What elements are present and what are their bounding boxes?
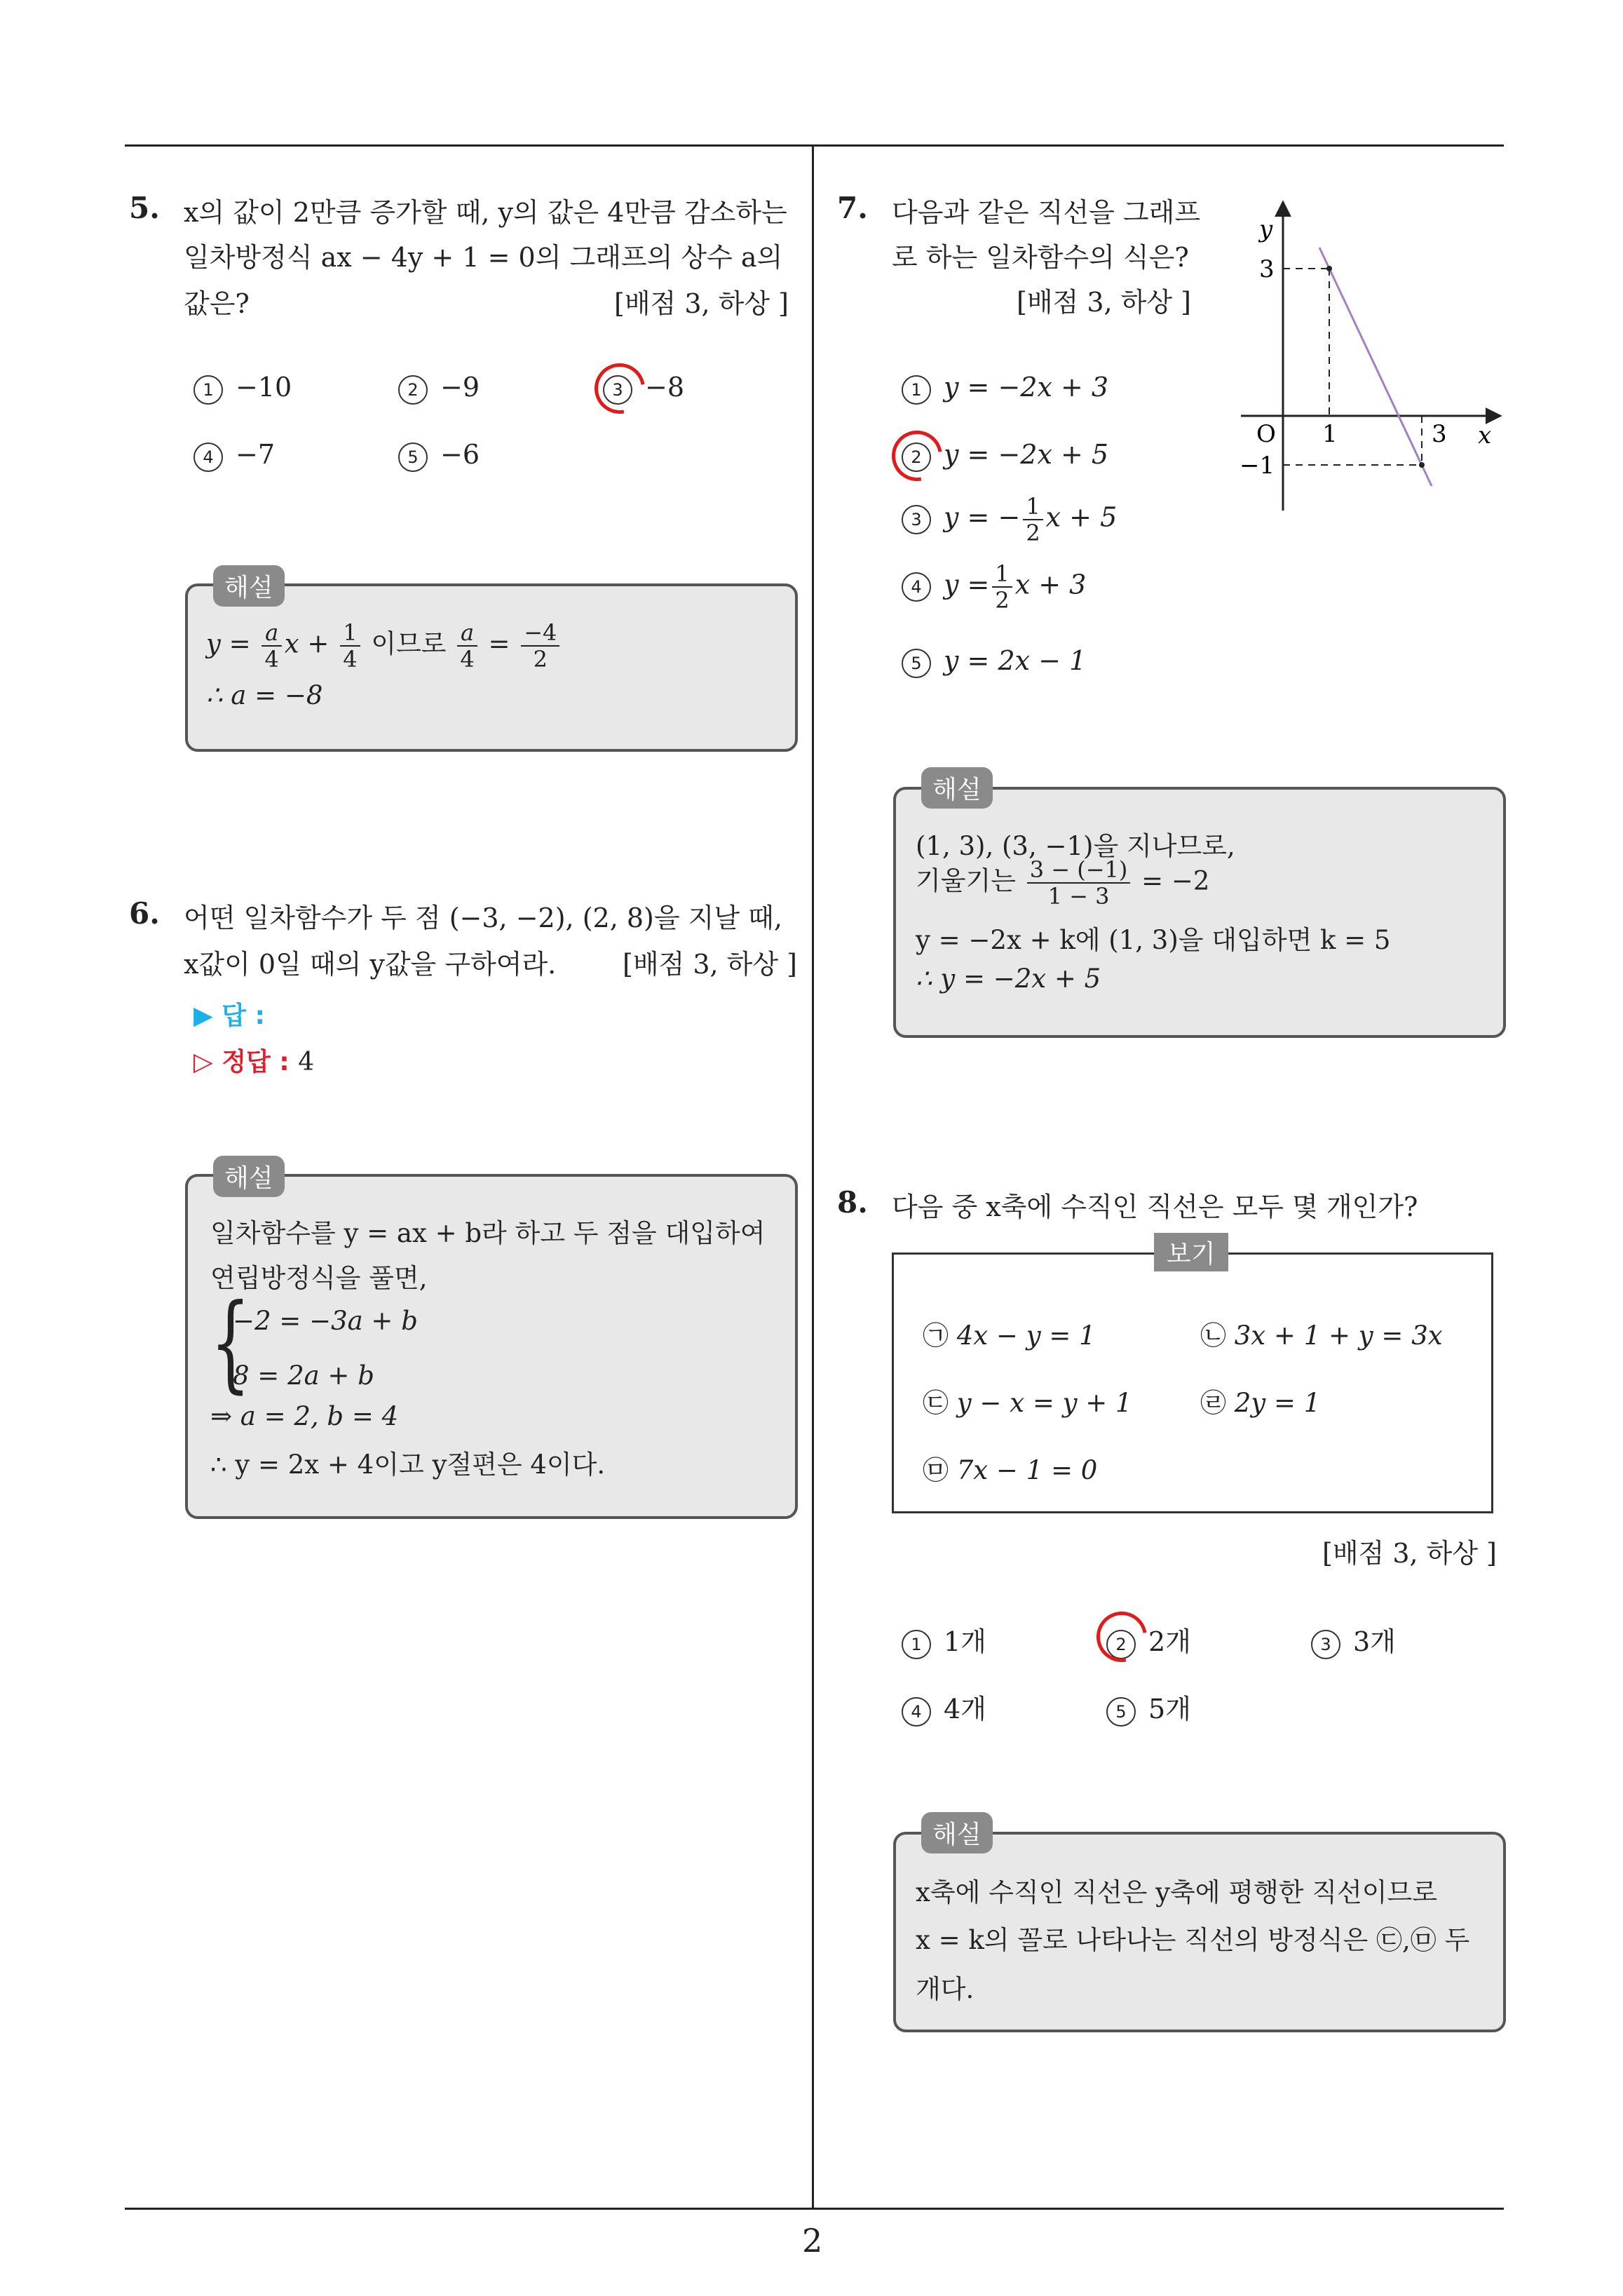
choice-text: y = −2x + 5 (944, 439, 1109, 470)
item-mark: ㉤ (923, 1455, 949, 1485)
tick-x-1: 1 (1322, 420, 1338, 448)
fraction (1023, 494, 1043, 546)
choice-text: 1개 (944, 1626, 986, 1657)
correct-label-text: ▷ 정답 : (193, 1048, 290, 1076)
q7-score: [배점 3, 하상 ] (1017, 287, 1191, 318)
q6-explain-line1: 일차함수를 y = ax + b라 하고 두 점을 대입하여 (210, 1218, 766, 1248)
item-mark: ㉢ (923, 1388, 949, 1418)
q8-bogi-item-5 (923, 1449, 1097, 1487)
choice-text-b: x + 5 (1045, 501, 1118, 533)
equals: = (488, 628, 510, 659)
q7-explain-line4: ∴ y = −2x + 5 (916, 964, 1101, 994)
q8-number: 8. (837, 1185, 868, 1220)
point-1-3 (1326, 266, 1332, 271)
q6-answer-label: ▶ 답 : (193, 1001, 265, 1030)
bottom-rule (125, 2208, 1504, 2210)
q6-explain-line5: ⇒ a = 2, b = 4 (210, 1401, 399, 1431)
q6-score: [배점 3, 하상 ] (623, 949, 797, 980)
denominator: 1 − 3 (1027, 882, 1131, 909)
item-text: 4x − y = 1 (956, 1321, 1096, 1351)
point-3-m1 (1419, 462, 1425, 468)
q5-explain-line1 (206, 620, 562, 672)
q8-line: 다음 중 x축에 수직인 직선은 모두 몇 개인가? (892, 1191, 1418, 1222)
q7-number: 7. (837, 191, 868, 225)
choice-number: 2 (1106, 1630, 1136, 1659)
q8-bogi-item-3 (923, 1382, 1132, 1419)
q7-explain-line2 (916, 857, 1209, 909)
q8-answer-mark (1087, 1602, 1157, 1672)
numerator: a (265, 619, 279, 646)
denominator: 2 (1023, 519, 1043, 546)
q5-line3: 값은? (184, 288, 250, 319)
fraction (521, 620, 559, 672)
numerator: 3 − (−1) (1029, 856, 1128, 883)
choice-text: −8 (645, 372, 685, 403)
expr: y = (206, 628, 251, 659)
q6-brace: { (210, 1282, 251, 1404)
q7-line2: 로 하는 일차함수의 식은? (892, 242, 1189, 273)
item-text: 7x − 1 = 0 (956, 1455, 1098, 1485)
item-mark: ㉣ (1200, 1388, 1226, 1418)
q8-bogi-tab: 보기 (1154, 1233, 1228, 1271)
q8-choice-3[interactable] (1311, 1620, 1396, 1659)
page-number: 2 (802, 2222, 823, 2260)
tick-y-3: 3 (1259, 255, 1275, 283)
fraction (1027, 857, 1131, 909)
denominator: 4 (457, 645, 477, 672)
q5-line1: x의 값이 2만큼 증가할 때, y의 값은 4만큼 감소하는 (184, 197, 787, 228)
q6-number: 6. (129, 896, 160, 931)
q7-explain-tab: 해설 (921, 767, 993, 809)
q5-line2: 일차방정식 ax − 4y + 1 = 0의 그래프의 상수 a의 (184, 242, 783, 273)
q8-explain-line2: x = k의 꼴로 나타나는 직선의 방정식은 ㉢,㉤ 두 (916, 1925, 1470, 1955)
numerator: 1 (343, 619, 358, 646)
q5-answer-mark (585, 353, 655, 424)
q8-score: [배점 3, 하상 ] (1322, 1538, 1497, 1569)
choice-number: 2 (902, 443, 931, 472)
denominator: 2 (521, 645, 559, 672)
choice-number: 1 (902, 1630, 931, 1659)
q8-bogi-item-2 (1200, 1314, 1443, 1352)
q5-choice-2[interactable] (398, 372, 480, 405)
function-line (1319, 248, 1432, 486)
item-mark: ㉠ (923, 1321, 949, 1351)
choice-number: 5 (1106, 1697, 1136, 1727)
y-axis-label: y (1259, 215, 1273, 243)
q5-score: [배점 3, 하상 ] (614, 288, 789, 319)
choice-number: 4 (902, 1697, 931, 1727)
q7-choice-3[interactable] (902, 494, 1117, 546)
numerator: a (460, 619, 475, 646)
denominator: 2 (992, 586, 1012, 613)
q8-explain-line1: x축에 수직인 직선은 y축에 평행한 직선이므로 (916, 1877, 1437, 1907)
q7-choice-1[interactable] (902, 372, 1108, 405)
numerator: −4 (524, 619, 557, 646)
q8-explain-line3: 개다. (916, 1974, 975, 2004)
denominator: 4 (340, 645, 360, 672)
choice-text-a: y = (944, 569, 990, 600)
expr: x + (284, 628, 330, 659)
column-divider (812, 144, 814, 2209)
item-text: y − x = y + 1 (956, 1388, 1132, 1418)
q8-explain-tab: 해설 (921, 1812, 993, 1853)
q6-line2: x값이 0일 때의 y값을 구하여라. (184, 949, 557, 980)
choice-text: 5개 (1148, 1694, 1191, 1724)
q7-answer-mark (882, 421, 952, 491)
q6-explain-eq1: −2 = −3a + b (233, 1306, 418, 1336)
q6-explain-eq2: 8 = 2a + b (233, 1360, 374, 1391)
q5-choice-5[interactable] (398, 439, 480, 472)
q7-choice-5[interactable] (902, 645, 1086, 678)
text: 이므로 (371, 628, 447, 659)
q7-line1: 다음과 같은 직선을 그래프 (892, 197, 1201, 228)
choice-text: −7 (236, 439, 276, 470)
numerator: 1 (995, 560, 1010, 587)
choice-number: 1 (902, 375, 931, 405)
choice-text: −10 (236, 372, 292, 403)
q5-choice-1[interactable] (193, 372, 292, 405)
x-axis-label: x (1478, 421, 1492, 450)
origin-label: O (1256, 420, 1276, 448)
q8-choice-5[interactable] (1106, 1687, 1191, 1727)
choice-text: y = −2x + 3 (944, 372, 1109, 403)
fraction (992, 561, 1012, 613)
choice-text: 2개 (1148, 1626, 1191, 1657)
q6-correct-label (193, 1042, 314, 1078)
choice-number: 5 (398, 443, 428, 472)
q7-explain-line3: y = −2x + k에 (1, 3)을 대입하면 k = 5 (916, 925, 1391, 955)
choice-number: 3 (603, 375, 632, 405)
q7-explain-line1: (1, 3), (3, −1)을 지나므로, (916, 831, 1235, 861)
choice-text-b: x + 3 (1014, 569, 1087, 600)
choice-text: −6 (440, 439, 480, 470)
numerator: 1 (1026, 493, 1040, 520)
choice-number: 4 (902, 572, 931, 602)
fraction (457, 620, 477, 672)
q6-line1: 어떤 일차함수가 두 점 (−3, −2), (2, 8)을 지날 때, (184, 903, 782, 933)
q8-bogi-item-1 (923, 1314, 1096, 1352)
choice-number: 1 (193, 375, 223, 405)
q6-explain-line6: ∴ y = 2x + 4이고 y절편은 4이다. (210, 1450, 606, 1480)
q5-number: 5. (129, 191, 160, 225)
top-rule (125, 144, 1504, 147)
tick-x-3: 3 (1432, 420, 1447, 448)
text: = −2 (1141, 865, 1210, 896)
fraction (262, 620, 281, 672)
choice-number: 3 (902, 505, 931, 534)
q8-choice-1[interactable] (902, 1620, 986, 1659)
q5-explain-tab: 해설 (213, 565, 285, 607)
choice-number: 2 (398, 375, 428, 405)
q7-choice-4[interactable] (902, 561, 1086, 613)
item-text: 3x + 1 + y = 3x (1234, 1321, 1443, 1351)
correct-value: 4 (298, 1048, 315, 1076)
choice-number: 3 (1311, 1630, 1340, 1659)
choice-text: 4개 (944, 1694, 986, 1724)
item-mark: ㉡ (1200, 1321, 1226, 1351)
choice-text: −9 (440, 372, 480, 403)
choice-text-a: y = − (944, 501, 1021, 533)
text: 기울기는 (916, 865, 1016, 896)
q8-choice-4[interactable] (902, 1687, 986, 1727)
q5-explain-line2: ∴ a = −8 (206, 680, 323, 710)
choice-number: 5 (902, 649, 931, 678)
choice-number: 4 (193, 443, 223, 472)
fraction (340, 620, 360, 672)
tick-y-minus1: −1 (1240, 452, 1275, 480)
q6-explain-tab: 해설 (213, 1156, 285, 1197)
q7-graph (1234, 196, 1507, 519)
denominator: 4 (262, 645, 281, 672)
item-text: 2y = 1 (1234, 1388, 1321, 1418)
q6-explain-line2: 연립방정식을 풀면, (210, 1263, 428, 1293)
choice-text: y = 2x − 1 (944, 645, 1087, 676)
q5-choice-4[interactable] (193, 439, 275, 472)
choice-text: 3개 (1353, 1626, 1396, 1657)
q8-bogi-item-4 (1200, 1382, 1320, 1419)
